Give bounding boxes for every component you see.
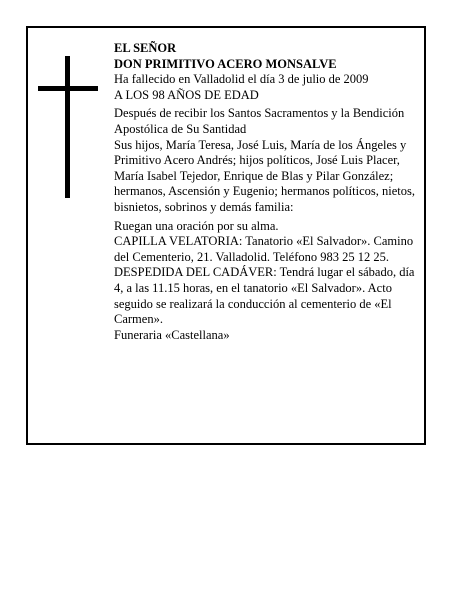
- funeral-home: Funeraria «Castellana»: [114, 327, 230, 342]
- prayer-line: Ruegan una oración por su alma.: [114, 218, 279, 233]
- death-line: Ha fallecido en Valladolid el día 3 de julio de 2009: [114, 72, 369, 87]
- deceased-name: DON PRIMITIVO ACERO MONSALVE: [114, 56, 337, 71]
- farewell-paragraph: DESPEDIDA DEL CADÁVER: Tendrá lugar el sábado, día 4, a las 11.15 horas, en el tanatorio «El Salvador». Acto seguido se realizará la conducción al cementerio de «El Carmen».: [114, 265, 415, 327]
- family-paragraph: Sus hijos, María Teresa, José Luis, María de los Ángeles y Primitivo Acero Andrés; hijos políticos, José Luis Placer, María Isabel Tejedor, Enrique de Blas y Pilar González; hermanos, Ascensión y Eugenio; hermanos políticos, nietos, bisnietos, sobrinos y demás familia:: [114, 137, 415, 214]
- cross-icon: [38, 56, 98, 198]
- notice-text: [114, 41, 419, 343]
- cross-vertical-bar: [65, 56, 70, 198]
- sacraments-paragraph: Después de recibir los Santos Sacramentos y la Bendición Apostólica de Su Santidad: [114, 106, 405, 136]
- age-line: A LOS 98 AÑOS DE EDAD: [114, 87, 259, 102]
- notice-title: EL SEÑOR: [114, 41, 177, 55]
- obituary-notice: [26, 26, 426, 445]
- chapel-paragraph: CAPILLA VELATORIA: Tanatorio «El Salvador». Camino del Cementerio, 21. Valladolid. Teléfono 983 25 12 25.: [114, 234, 414, 264]
- cross-horizontal-bar: [38, 86, 98, 91]
